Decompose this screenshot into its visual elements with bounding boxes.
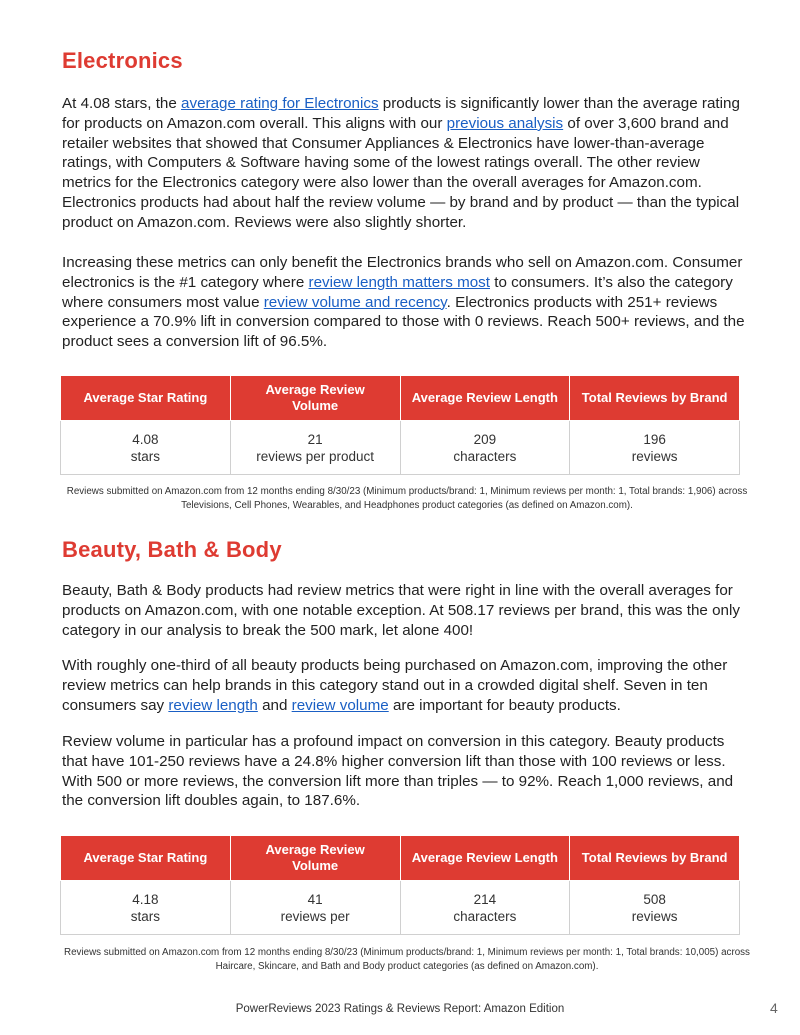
text-span: and	[257, 696, 292, 714]
cell-unit: reviews per product	[256, 448, 375, 464]
table-row	[61, 421, 740, 475]
page-footer: PowerReviews 2023 Ratings & Reviews Report: Amazon Edition	[235, 1003, 565, 1015]
review-volume-link[interactable]: review volume	[291, 696, 389, 714]
header-average-star-rating: Average Star Rating	[61, 836, 231, 881]
cell-unit: stars	[130, 448, 160, 464]
cell-unit: reviews per	[280, 908, 350, 924]
cell-value: 4.08	[132, 431, 159, 447]
beauty-heading: Beauty, Bath & Body	[62, 537, 282, 562]
beauty-paragraph-3: Review volume in particular has a profound impact on conversion in this category. Beauty products that have 101-250 reviews have a 24.8% higher conversion lift than those with 100 reviews or less. With 500 or more reviews, the conversion lift more than triples — to 92%. Reach 1,000 reviews, and the conversion lift doubles again, to 187.6%.	[62, 733, 734, 810]
cell-total-reviews	[570, 881, 740, 935]
previous-analysis-link[interactable]: previous analysis	[446, 114, 564, 132]
electronics-heading: Electronics	[62, 48, 183, 73]
table-row	[61, 881, 740, 935]
cell-star-rating	[61, 421, 231, 475]
beauty-footnote: Reviews submitted on Amazon.com from 12 months ending 8/30/23 (Minimum products/brand: 1, Minimum reviews per month: 1, Total brands: 10,005) across Haircare, Skincare, and Bath and Body product categories (as defined on Amazon.com).	[64, 947, 750, 972]
cell-value: 41	[307, 891, 323, 907]
cell-unit: reviews	[631, 908, 678, 924]
cell-review-length	[400, 881, 570, 935]
cell-value: 508	[643, 891, 666, 907]
cell-unit: reviews	[631, 448, 678, 464]
cell-unit: characters	[453, 908, 517, 924]
cell-review-volume	[230, 881, 400, 935]
electronics-footnote: Reviews submitted on Amazon.com from 12 months ending 8/30/23 (Minimum products/brand: 1, Minimum reviews per month: 1, Total brands: 1,906) across Televisions, Cell Phones, Wearables, and Headphones product categories (as defined on Amazon.com).	[66, 486, 748, 511]
header-average-star-rating: Average Star Rating	[61, 376, 231, 421]
table-header-row	[61, 836, 740, 881]
cell-unit: characters	[453, 448, 517, 464]
cell-value: 21	[307, 431, 323, 447]
cell-value: 196	[643, 431, 666, 447]
cell-review-volume	[230, 421, 400, 475]
text-span: At 4.08 stars, the	[62, 95, 182, 112]
beauty-paragraph-1: Beauty, Bath & Body products had review metrics that were right in line with the overall averages for products on Amazon.com, with one notable exception. At 508.17 reviews per brand, this was the only category in our analysis to break the 500 mark, let alone 400!	[62, 582, 740, 639]
cell-value: 4.18	[132, 891, 159, 907]
header-average-review-volume: Average Review Volume	[230, 376, 400, 421]
page-number: 4	[770, 1000, 778, 1016]
text-span: With roughly one-third of all beauty products being purchased on Amazon.com, improving the other review metrics can help brands in this category stand out in a crowded digital shelf. Seven in ten consumers say	[62, 657, 728, 714]
text-span: . Electronics products with 251+ reviews experience a 70.9% lift in conversion compared to those with 0 reviews. Reach 500+ reviews, and the product sees a conversion lift of 96.5%.	[62, 293, 745, 351]
cell-value: 214	[473, 891, 497, 907]
header-total-reviews-by-brand: Total Reviews by Brand	[570, 376, 740, 421]
header-total-reviews-by-brand: Total Reviews by Brand	[570, 836, 740, 881]
cell-unit: stars	[130, 908, 160, 924]
header-average-review-volume: Average Review Volume	[230, 836, 400, 881]
review-length-link[interactable]: review length	[168, 696, 258, 714]
text-span: Increasing these metrics can only benefit the Electronics brands who sell on Amazon.com. Consumer electronics is the #1 category where	[62, 254, 743, 291]
cell-value: 209	[473, 431, 497, 447]
beauty-paragraph-2	[62, 656, 752, 715]
review-length-matters-link[interactable]: review length matters most	[308, 273, 490, 291]
electronics-paragraph-1	[62, 94, 752, 233]
text-span: of over 3,600 brand and retailer websites that showed that Consumer Appliances & Electronics have lower-than-average ratings, with Computers & Software having some of the lowest ratings overall. The other review metrics for the Electronics category were also lower than the overall averages for Amazon.com. Electronics products had about half the review volume — by brand and by product — than the typical product on Amazon.com. Reviews were also slightly shorter.	[62, 114, 740, 231]
text-span: are important for beauty products.	[388, 696, 621, 714]
electronics-metrics-table	[60, 375, 740, 475]
header-average-review-length: Average Review Length	[400, 376, 570, 421]
beauty-metrics-table	[60, 835, 740, 935]
cell-review-length	[400, 421, 570, 475]
electronics-paragraph-2	[62, 253, 752, 352]
cell-star-rating	[61, 881, 231, 935]
header-average-review-length: Average Review Length	[400, 836, 570, 881]
table-header-row	[61, 376, 740, 421]
cell-total-reviews	[570, 421, 740, 475]
text-span: to consumers. It’s also the category where consumers most value	[62, 273, 733, 311]
text-span: products is significantly lower than the average rating for products on Amazon.com overall. This aligns with our	[62, 95, 740, 132]
review-volume-recency-link[interactable]: review volume and recency	[263, 293, 447, 311]
average-rating-electronics-link[interactable]: average rating for Electronics	[181, 95, 379, 112]
